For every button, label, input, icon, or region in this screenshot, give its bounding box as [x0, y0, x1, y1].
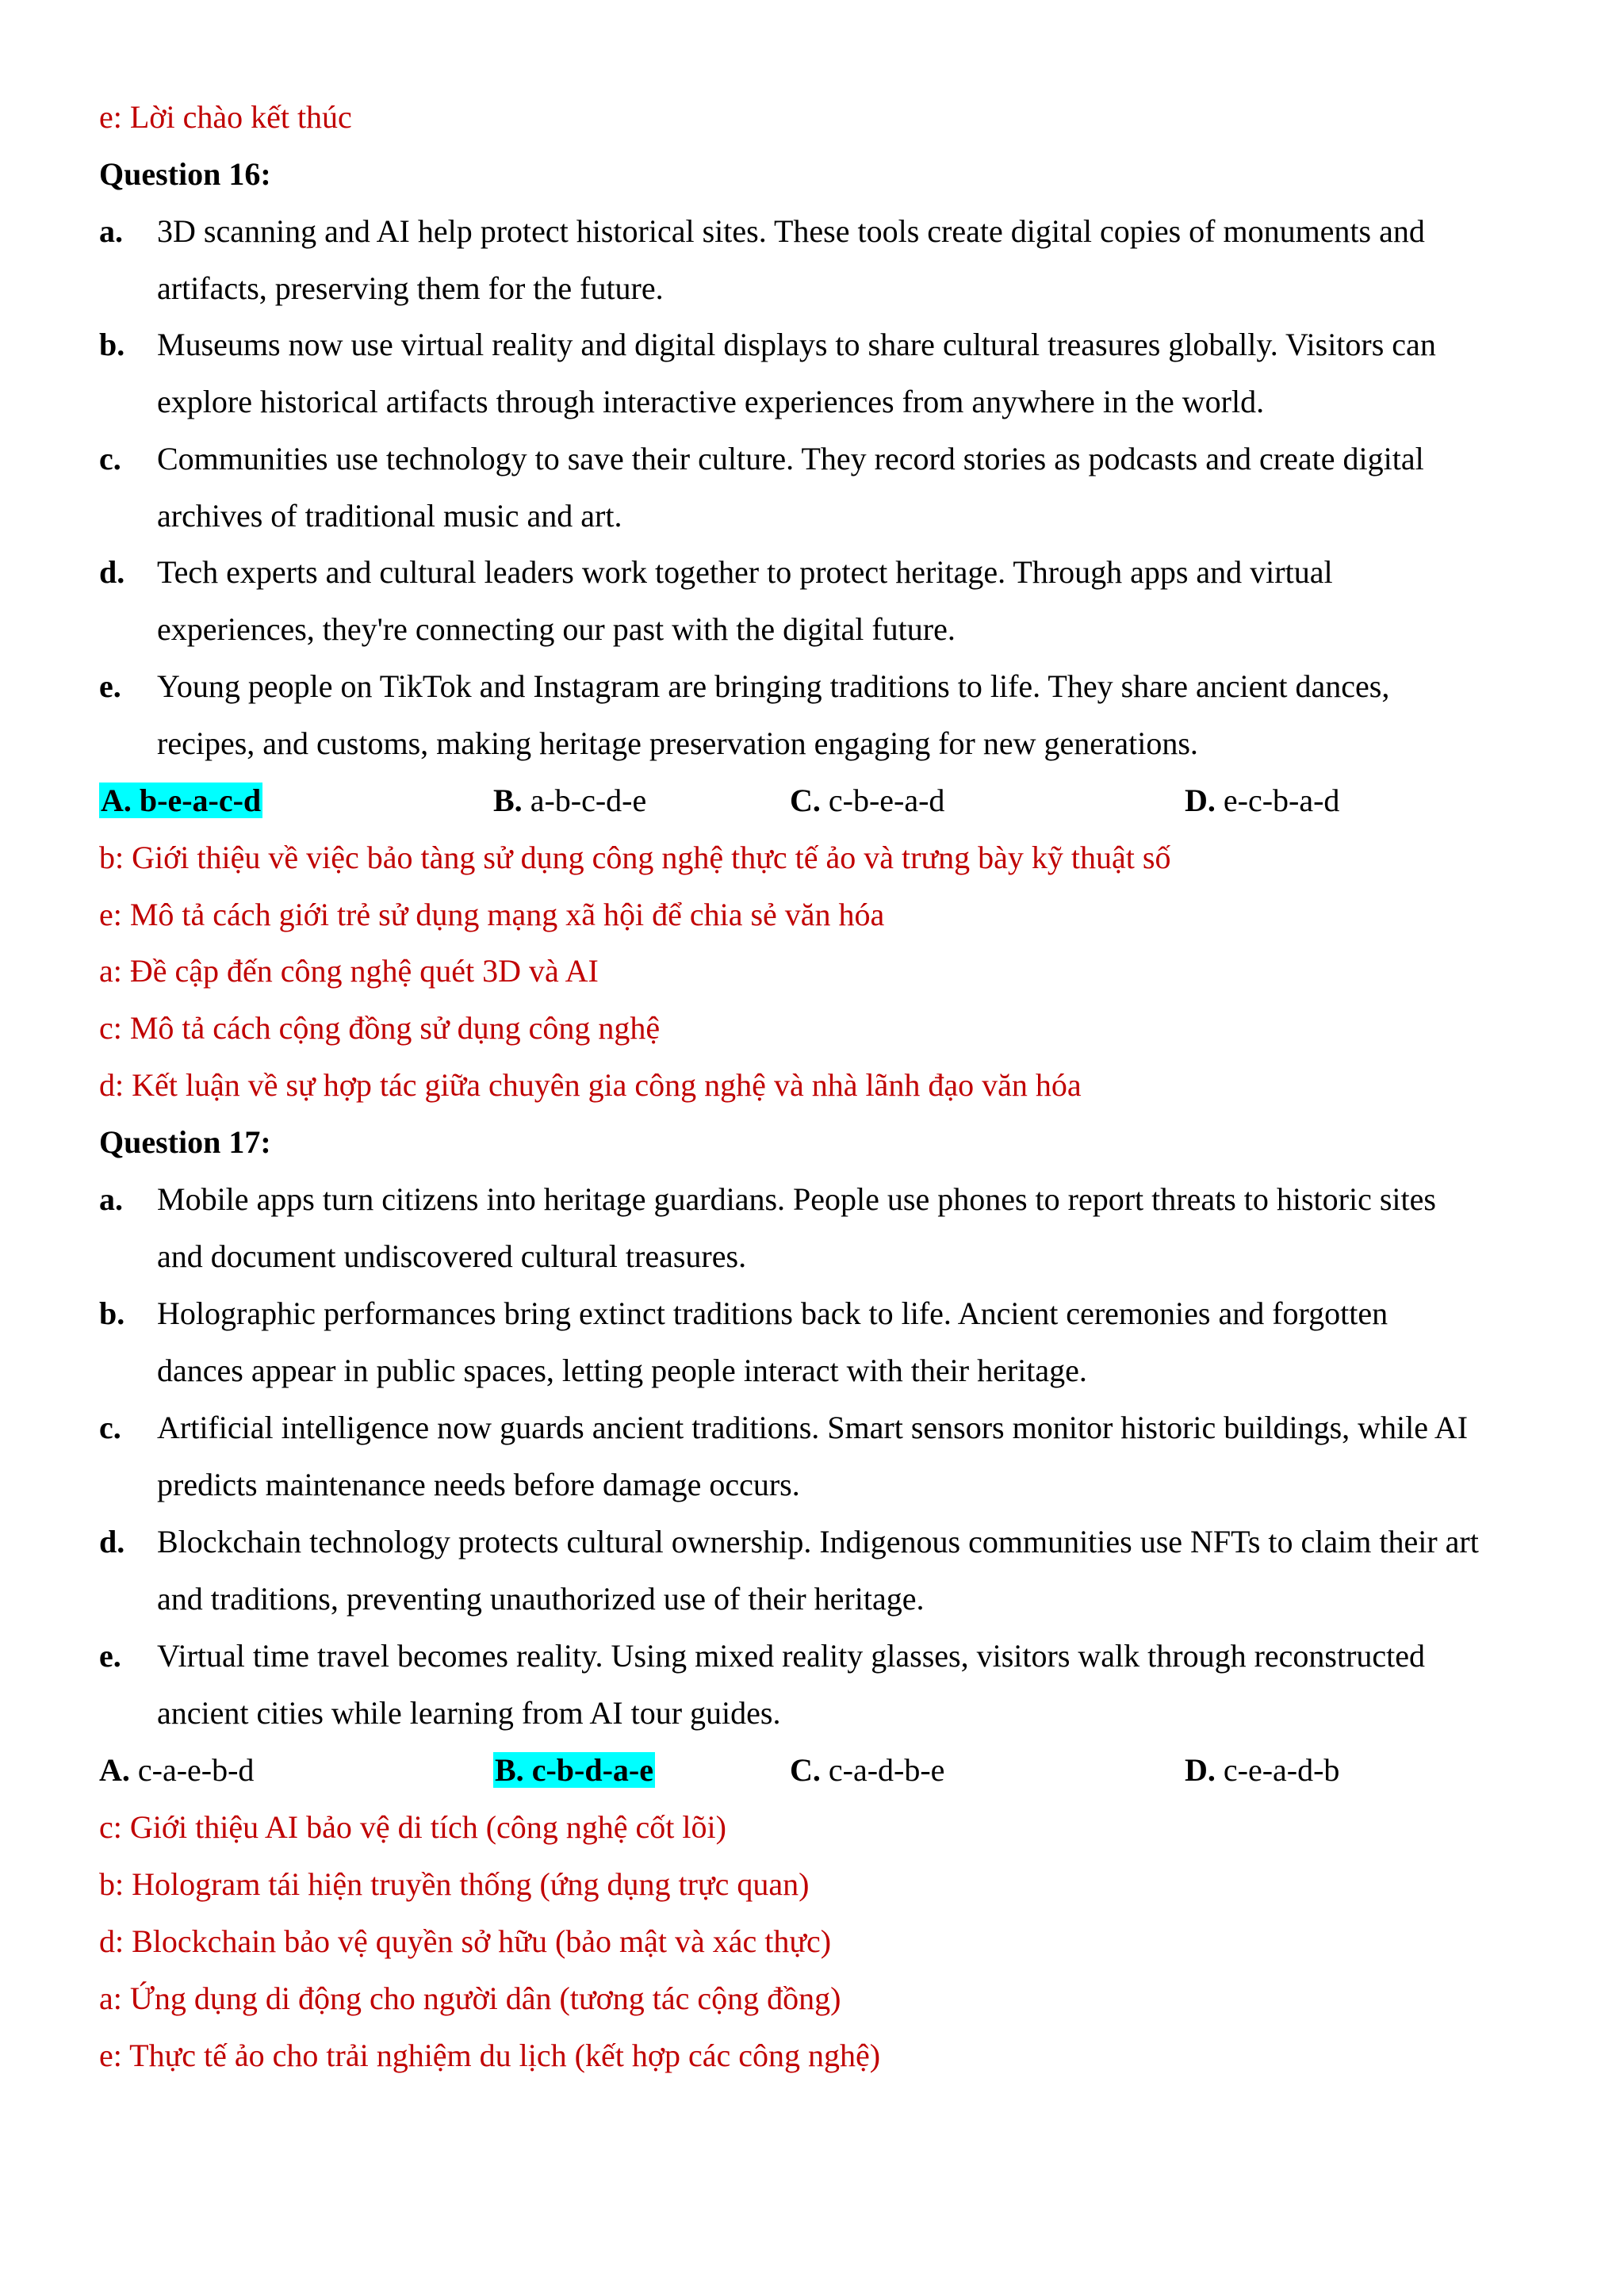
q16-item-c-line2: archives of traditional music and art. — [157, 498, 622, 534]
explanation-line: d: Blockchain bảo vệ quyền sở hữu (bảo mật và xác thực) — [99, 1923, 832, 1959]
q17-item-a-line2: and document undiscovered cultural treasures. — [157, 1238, 747, 1274]
q17-option-a — [99, 1751, 254, 1789]
explanation-line: d: Kết luận về sự hợp tác giữa chuyên gia công nghệ và nhà lãnh đạo văn hóa — [99, 1067, 1082, 1103]
q16-item-d-label: d. — [99, 554, 125, 590]
q17-option-b — [493, 1751, 655, 1789]
explanation-line: c: Giới thiệu AI bảo vệ di tích (công nghệ cốt lõi) — [99, 1809, 726, 1845]
explanation-line: e: Thực tế ảo cho trải nghiệm du lịch (kết hợp các công nghệ) — [99, 2038, 881, 2073]
explanation-line: a: Ứng dụng di động cho người dân (tương tác cộng đồng) — [99, 1980, 841, 2016]
option-letter: A. — [99, 1752, 130, 1788]
question-17-title: Question 17: — [99, 1124, 271, 1160]
explanation-line: e: Lời chào kết thúc — [99, 99, 352, 135]
q16-item-e-line1: Young people on TikTok and Instagram are bringing traditions to life. They share ancient dances, — [157, 668, 1390, 704]
q17-item-e-label: e. — [99, 1638, 121, 1674]
q16-item-c-line1: Communities use technology to save their culture. They record stories as podcasts and create digital — [157, 441, 1424, 476]
q17-item-a-label: a. — [99, 1181, 123, 1217]
explanation-line: e: Mô tả cách giới trẻ sử dụng mạng xã hội để chia sẻ văn hóa — [99, 897, 885, 932]
explanation-line: c: Mô tả cách cộng đồng sử dụng công nghệ — [99, 1010, 661, 1046]
question-16-title: Question 16: — [99, 156, 271, 192]
option-value: c-b-e-a-d — [828, 783, 945, 818]
q17-item-c-line2: predicts maintenance needs before damage occurs. — [157, 1467, 800, 1502]
option-letter: A. — [101, 783, 132, 818]
q17-item-b-label: b. — [99, 1295, 125, 1331]
option-value: e-c-b-a-d — [1223, 783, 1340, 818]
q16-item-a-line2: artifacts, preserving them for the future. — [157, 270, 664, 306]
q17-option-c — [790, 1751, 944, 1789]
option-value: c-b-d-a-e — [531, 1752, 653, 1788]
option-value: b-e-a-c-d — [139, 783, 262, 818]
q16-item-e-label: e. — [99, 668, 121, 704]
q16-item-b-line1: Museums now use virtual reality and digital displays to share cultural treasures globally. Visitors can — [157, 327, 1436, 362]
option-letter: B. — [495, 1752, 524, 1788]
q17-item-c-line1: Artificial intelligence now guards ancient traditions. Smart sensors monitor historic buildings, while AI — [157, 1410, 1469, 1445]
q16-item-e-line2: recipes, and customs, making heritage preservation engaging for new generations. — [157, 725, 1198, 761]
q17-item-d-label: d. — [99, 1524, 125, 1559]
q16-option-b — [493, 782, 646, 820]
q17-item-b-line1: Holographic performances bring extinct traditions back to life. Ancient ceremonies and forgotten — [157, 1295, 1388, 1331]
q17-option-d — [1185, 1751, 1339, 1789]
q16-item-a-label: a. — [99, 213, 123, 249]
q17-item-e-line1: Virtual time travel becomes reality. Using mixed reality glasses, visitors walk through reconstructed — [157, 1638, 1426, 1674]
q16-item-d-line2: experiences, they're connecting our past with the digital future. — [157, 611, 956, 647]
explanation-line: b: Hologram tái hiện truyền thống (ứng dụng trực quan) — [99, 1866, 810, 1902]
q16-option-d — [1185, 782, 1339, 820]
explanation-line: a: Đề cập đến công nghệ quét 3D và AI — [99, 953, 599, 989]
q17-item-e-line2: ancient cities while learning from AI tour guides. — [157, 1695, 781, 1731]
explanation-line: b: Giới thiệu về việc bảo tàng sử dụng công nghệ thực tế ảo và trưng bày kỹ thuật số — [99, 840, 1171, 875]
q17-item-d-line2: and traditions, preventing unauthorized use of their heritage. — [157, 1581, 925, 1617]
q16-item-b-line2: explore historical artifacts through interactive experiences from anywhere in the world. — [157, 384, 1265, 419]
q16-option-a — [99, 782, 262, 820]
q17-item-b-line2: dances appear in public spaces, letting people interact with their heritage. — [157, 1353, 1087, 1388]
option-value: c-e-a-d-b — [1223, 1752, 1340, 1788]
q17-item-d-line1: Blockchain technology protects cultural ownership. Indigenous communities use NFTs to claim their art — [157, 1524, 1479, 1559]
option-value: c-a-d-b-e — [828, 1752, 945, 1788]
option-value: a-b-c-d-e — [530, 783, 647, 818]
option-letter: C. — [790, 1752, 821, 1788]
option-value: c-a-e-b-d — [137, 1752, 255, 1788]
option-letter: D. — [1185, 1752, 1216, 1788]
q16-item-a-line1: 3D scanning and AI help protect historical sites. These tools create digital copies of monuments and — [157, 213, 1425, 249]
option-letter: C. — [790, 783, 821, 818]
q16-item-c-label: c. — [99, 441, 121, 476]
q16-item-b-label: b. — [99, 327, 125, 362]
q17-item-c-label: c. — [99, 1410, 121, 1445]
q16-item-d-line1: Tech experts and cultural leaders work together to protect heritage. Through apps and virtual — [157, 554, 1333, 590]
option-letter: D. — [1185, 783, 1216, 818]
option-letter: B. — [493, 783, 523, 818]
q16-option-c — [790, 782, 944, 820]
q17-item-a-line1: Mobile apps turn citizens into heritage guardians. People use phones to report threats to historic sites — [157, 1181, 1436, 1217]
